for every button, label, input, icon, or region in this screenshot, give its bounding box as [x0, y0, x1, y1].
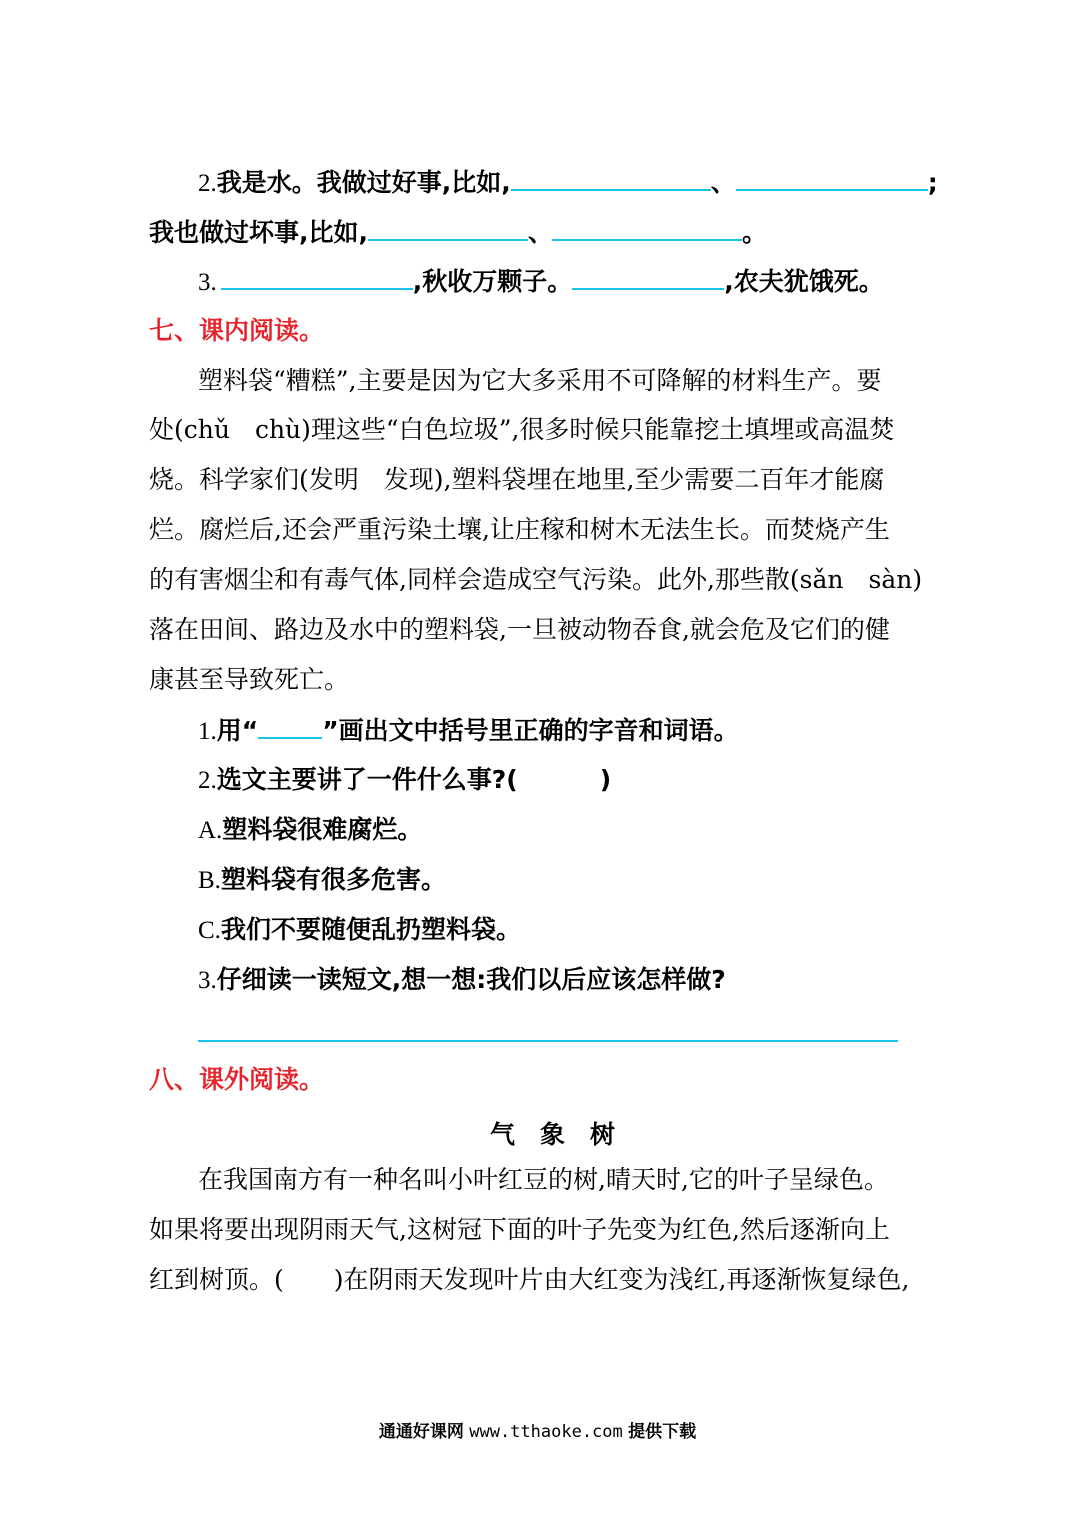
q2-text: 我是水。我做过好事,比如, — [216, 168, 511, 197]
option-label: C. — [198, 917, 221, 944]
q3-line — [198, 266, 884, 298]
q2-text-2: 我也做过坏事,比如, — [149, 218, 368, 247]
footer-site-name: 通通好课网 — [378, 1422, 464, 1442]
separator: 、 — [528, 218, 554, 247]
s7-q1 — [198, 715, 739, 747]
q3-text-2: ,农夫犹饿死。 — [724, 267, 884, 296]
question-number: 2. — [198, 767, 217, 794]
q2-question-text: 选文主要讲了一件什么事?( — [216, 765, 518, 794]
q2-line2 — [149, 217, 767, 248]
answer-blank[interactable] — [736, 167, 928, 191]
separator: 、 — [710, 168, 736, 197]
q3-question-text: 仔细读一读短文,想一想:我们以后应该怎样做? — [216, 965, 726, 994]
passage-line: 如果将要出现阴雨天气,这树冠下面的叶子先变为红色,然后逐渐向上 — [149, 1215, 890, 1244]
s7-q2 — [198, 765, 611, 796]
footer-url[interactable]: www.tthaoke.com — [469, 1422, 623, 1442]
option-label: B. — [198, 867, 221, 894]
answer-blank[interactable] — [221, 266, 413, 290]
q3-number: 3. — [198, 269, 217, 296]
passage-line: 在我国南方有一种名叫小叶红豆的树,晴天时,它的叶子呈绿色。 — [198, 1165, 889, 1194]
q2-number: 2. — [198, 170, 217, 197]
passage-line: 烧。科学家们(发明 发现),塑料袋埋在地里,至少需要二百年才能腐 — [149, 465, 885, 494]
passage-line: 烂。腐烂后,还会严重污染土壤,让庄稼和树木无法生长。而焚烧产生 — [149, 515, 890, 544]
option-text: 我们不要随便乱扔塑料袋。 — [220, 915, 521, 944]
punctuation: ; — [927, 168, 938, 197]
answer-blank[interactable] — [572, 266, 724, 290]
paren-close: ) — [599, 765, 612, 794]
option-text: 塑料袋有很多危害。 — [220, 865, 446, 894]
option-c[interactable] — [198, 915, 521, 946]
q1-text-pre: 用“ — [216, 716, 259, 745]
passage-line: 落在田间、路边及水中的塑料袋,一旦被动物吞食,就会危及它们的健 — [149, 615, 890, 644]
question-number: 1. — [198, 718, 217, 745]
q3-text-1: ,秋收万颗子。 — [412, 267, 573, 296]
option-b[interactable] — [198, 865, 446, 896]
passage-line: 塑料袋“糟糕”,主要是因为它大多采用不可降解的材料生产。要 — [198, 366, 882, 395]
option-label: A. — [198, 817, 223, 844]
q1-text-post: ”画出文中括号里正确的字音和词语。 — [322, 716, 739, 745]
q2-line1 — [198, 167, 938, 199]
option-text: 塑料袋很难腐烂。 — [222, 815, 423, 844]
option-a[interactable] — [198, 815, 422, 846]
answer-blank[interactable] — [552, 217, 742, 241]
footer-suffix: 提供下载 — [628, 1422, 697, 1442]
answer-blank[interactable] — [511, 167, 711, 191]
answer-blank[interactable] — [368, 217, 528, 241]
section8-heading: 八、课外阅读。 — [149, 1065, 325, 1094]
answer-line[interactable] — [198, 1040, 898, 1042]
question-number: 3. — [198, 967, 217, 994]
s7-q3 — [198, 965, 726, 996]
punctuation: 。 — [742, 218, 768, 247]
passage-line: 处(chǔ chù)理这些“白色垃圾”,很多时候只能靠挖土填埋或高温焚 — [149, 415, 895, 444]
section7-heading: 七、课内阅读。 — [149, 316, 325, 345]
passage-line: 康甚至导致死亡。 — [149, 665, 350, 694]
underline-sample — [258, 715, 322, 739]
article-title: 气 象 树 — [490, 1120, 616, 1149]
passage-line: 的有害烟尘和有毒气体,同样会造成空气污染。此外,那些散(sǎn sàn) — [149, 565, 923, 594]
passage-line: 红到树顶。( )在阴雨天发现叶片由大红变为浅红,再逐渐恢复绿色, — [149, 1265, 910, 1294]
footer — [0, 1417, 1075, 1442]
